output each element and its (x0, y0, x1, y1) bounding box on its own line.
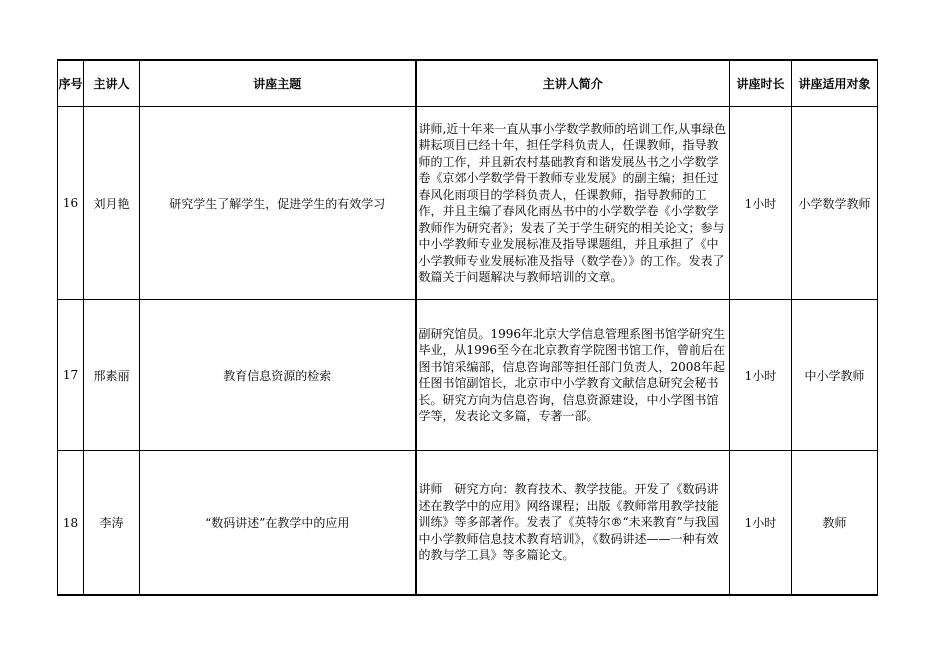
lecture-schedule-sheet (57, 59, 877, 592)
header-topic: 讲座主题 (140, 60, 416, 107)
row-index: 18 (58, 451, 84, 596)
row-audience: 教师 (792, 451, 878, 596)
row-bio: 讲师 研究方向：教育技术、教学技能。开发了《数码讲述在教学中的应用》网络课程；出版《教师常用教学技能训练》等多部著作。发表了《英特尔®“未来教育”与我国中小学教师信息技术教育培训》，《数码讲述——一种有效的教与学工具》等多篇论文。 (416, 451, 730, 596)
table-row (58, 107, 878, 300)
lecture-table (57, 59, 878, 596)
row-index: 16 (58, 107, 84, 300)
row-audience: 中小学教师 (792, 300, 878, 451)
row-speaker: 邢素丽 (84, 300, 140, 451)
row-topic: 研究学生了解学生，促进学生的有效学习 (140, 107, 416, 300)
row-speaker: 刘月艳 (84, 107, 140, 300)
row-duration: 1小时 (730, 107, 792, 300)
row-duration: 1小时 (730, 451, 792, 596)
row-index: 17 (58, 300, 84, 451)
table-row (58, 451, 878, 596)
row-speaker: 李涛 (84, 451, 140, 596)
header-row (58, 60, 878, 107)
row-topic: 教育信息资源的检索 (140, 300, 416, 451)
row-audience: 小学数学教师 (792, 107, 878, 300)
header-duration: 讲座时长 (730, 60, 792, 107)
row-duration: 1小时 (730, 300, 792, 451)
row-bio: 副研究馆员。1996年北京大学信息管理系图书馆学研究生毕业，从1996至今在北京教育学院图书馆工作，曾前后在图书馆采编部，信息咨询部等担任部门负责人，2008年起任图书馆副馆长，北京市中小学教育文献信息研究会秘书长。研究方向为信息咨询，信息资源建设，中小学图书馆学等，发表论文多篇，专著一部。 (416, 300, 730, 451)
header-bio: 主讲人简介 (416, 60, 730, 107)
row-topic: “数码讲述”在教学中的应用 (140, 451, 416, 596)
row-bio: 讲师,近十年来一直从事小学数学教师的培训工作,从事绿色耕耘项目已经十年，担任学科负责人，任课教师，指导教师的工作，并且新农村基础教育和谐发展丛书之小学数学卷《京郊小学数学骨干教师专业发展》的副主编；担任过春风化雨项目的学科负责人，任课教师，指导教师的工作，并且主编了春风化雨丛书中的小学数学卷《小学数学教师作为研究者》；发表了关于学生研究的相关论文；参与中小学教师专业发展标准及指导课题组，并且承担了《中小学教师专业发展标准及指导（数学卷）》的工作。发表了数篇关于问题解决与教师培训的文章。 (416, 107, 730, 300)
table-row (58, 300, 878, 451)
header-index: 序号 (58, 60, 84, 107)
header-speaker: 主讲人 (84, 60, 140, 107)
header-audience: 讲座适用对象 (792, 60, 878, 107)
